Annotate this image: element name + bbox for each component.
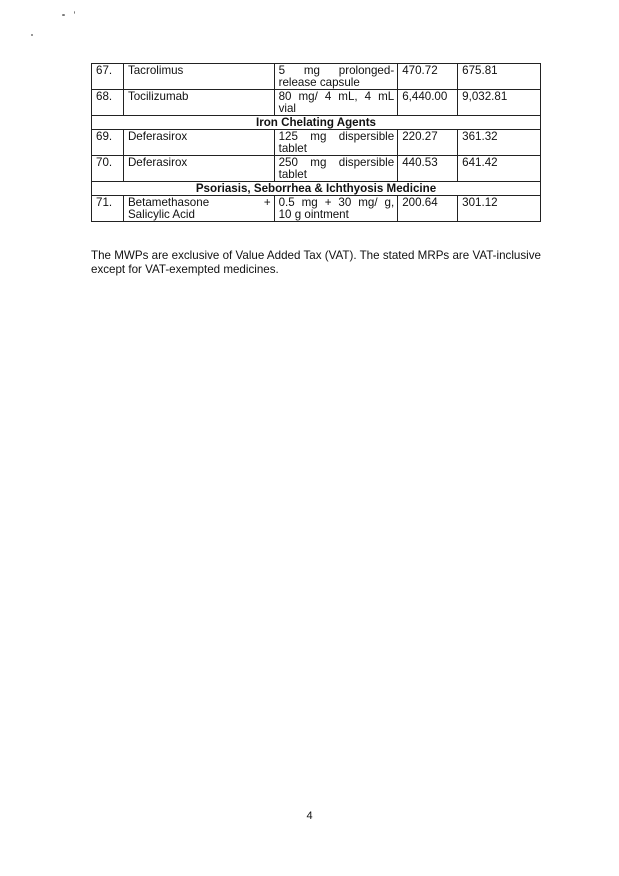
category-heading: Psoriasis, Seborrhea & Ichthyosis Medicine [92,182,541,196]
medicine-name: Deferasirox [123,156,274,182]
medicine-price-table [91,63,541,222]
medicine-name: Tacrolimus [123,64,274,90]
category-row [92,116,541,130]
medicine-name-part: Betamethasone [127,196,210,209]
dosage-form-line: 80 mg/ 4 mL, 4 mL [278,90,395,103]
mwp-value: 220.27 [398,130,458,156]
table-row [92,130,541,156]
dosage-form [274,156,398,182]
vat-footnote: The MWPs are exclusive of Value Added Tax (VAT). The stated MRPs are VAT-inclusive except for VAT-exempted medicines. [91,249,541,276]
table-row [92,196,541,222]
row-number: 68. [92,90,124,116]
scan-speck [74,11,75,14]
mrp-value: 361.32 [458,130,541,156]
mwp-value: 6,440.00 [398,90,458,116]
dosage-form-line: 125 mg dispersible [278,130,395,143]
dosage-form-line: release capsule [278,76,360,89]
dosage-form [274,90,398,116]
dosage-form-line: tablet [278,168,307,181]
page-number: 4 [306,810,313,822]
plus-sign: + [263,196,271,209]
medicine-name: Tocilizumab [123,90,274,116]
category-row [92,182,541,196]
row-number: 70. [92,156,124,182]
dosage-form-line: 0.5 mg + 30 mg/ g, [278,196,395,209]
medicine-name-part: Salicylic Acid [127,208,195,221]
mrp-value: 9,032.81 [458,90,541,116]
medicine-name: Deferasirox [123,130,274,156]
dosage-form-line: vial [278,102,296,115]
table-row [92,64,541,90]
dosage-form-line: 10 g ointment [278,208,349,221]
category-heading: Iron Chelating Agents [92,116,541,130]
row-number: 69. [92,130,124,156]
mwp-value: 200.64 [398,196,458,222]
row-number: 71. [92,196,124,222]
scan-speck [31,34,33,36]
mrp-value: 675.81 [458,64,541,90]
dosage-form [274,196,398,222]
dosage-form [274,64,398,90]
mrp-value: 641.42 [458,156,541,182]
table-row [92,90,541,116]
dosage-form-line: 250 mg dispersible [278,156,395,169]
mrp-value: 301.12 [458,196,541,222]
dosage-form [274,130,398,156]
dosage-form-line: 5 mg prolonged- [278,64,395,77]
scan-speck [62,14,65,16]
mwp-value: 440.53 [398,156,458,182]
table-row [92,156,541,182]
dosage-form-line: tablet [278,142,307,155]
row-number: 67. [92,64,124,90]
medicine-name [123,196,274,222]
mwp-value: 470.72 [398,64,458,90]
